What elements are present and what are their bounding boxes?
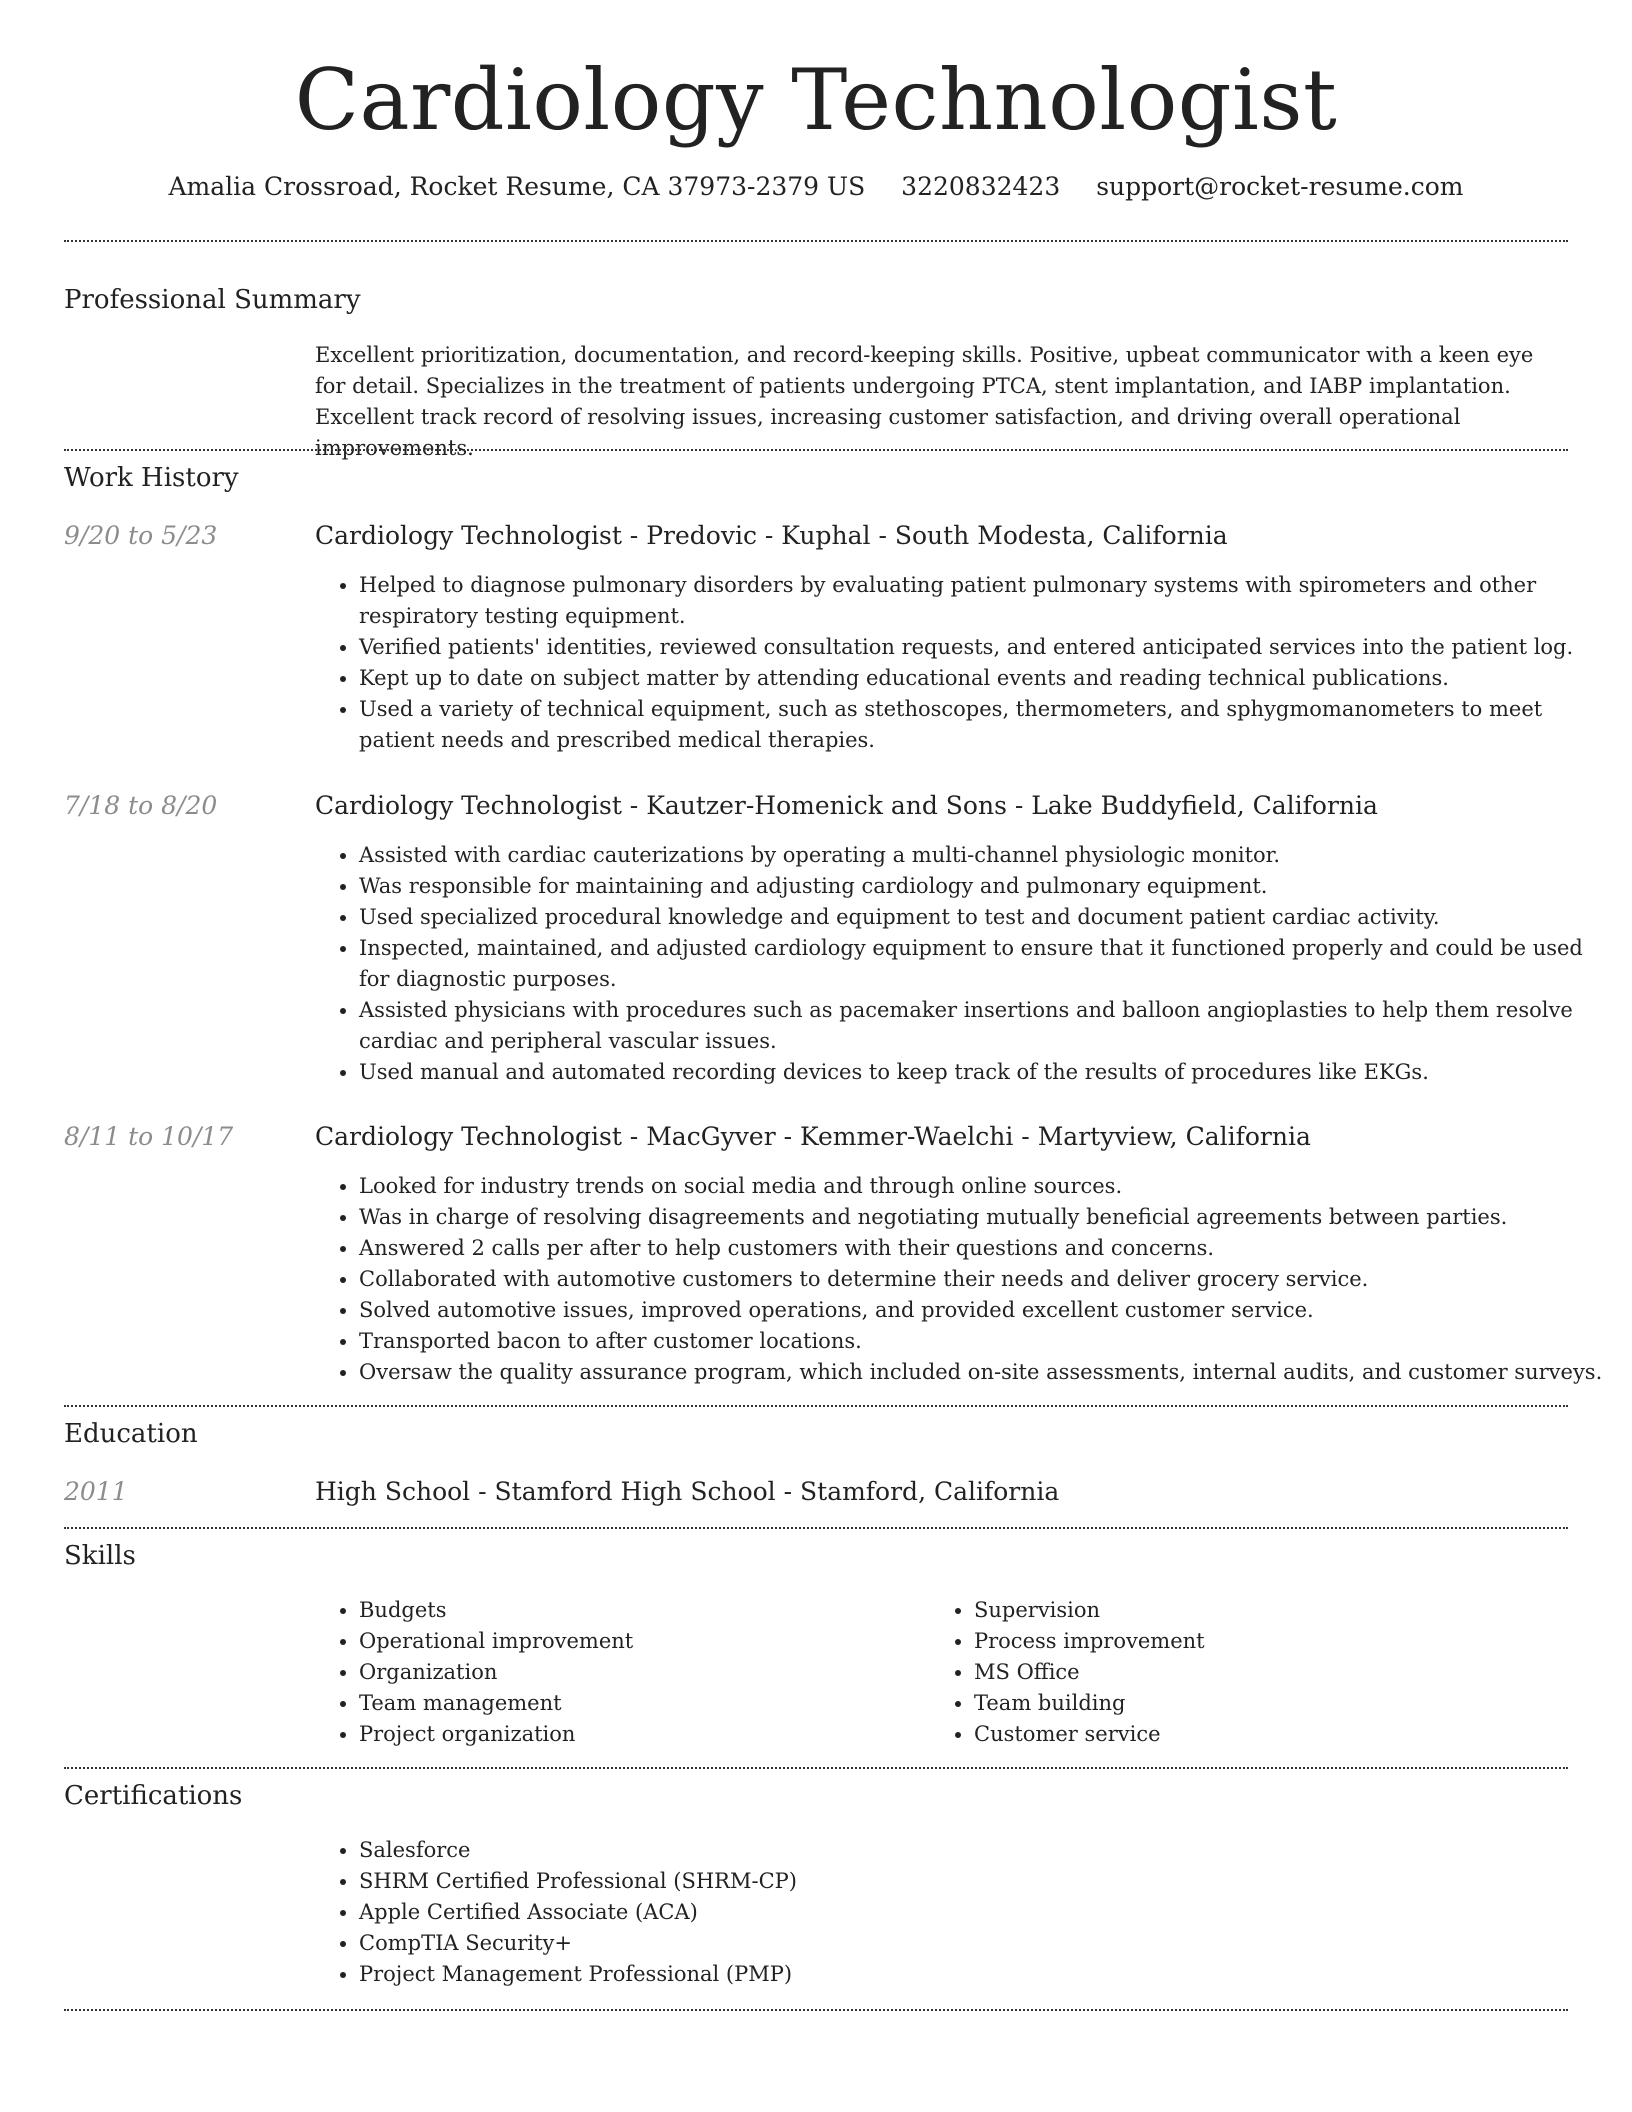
list-item: • MS Office: [974, 1657, 1534, 1688]
skills-list-left: [315, 1595, 919, 1750]
list-item: • Organization: [359, 1657, 919, 1688]
certifications-list: [315, 1835, 1609, 1990]
divider: [64, 1527, 1568, 1529]
list-item: • Assisted with cardiac cauterizations by operating a multi-channel physiologic monitor.: [359, 840, 1609, 871]
list-item: • Used a variety of technical equipment, such as stethoscopes, thermometers, and sphygmomanometers to meet patient needs and prescribed medical therapies.: [359, 694, 1609, 756]
list-item: • Was in charge of resolving disagreements and negotiating mutually beneficial agreements between parties.: [359, 1202, 1609, 1233]
divider: [64, 1405, 1568, 1407]
job-title: Cardiology Technologist - Predovic - Kuphal - South Modesta, California: [315, 521, 1228, 550]
list-item: • Kept up to date on subject matter by attending educational events and reading technical publications.: [359, 663, 1609, 694]
list-item: • Helped to diagnose pulmonary disorders by evaluating patient pulmonary systems with spirometers and other respiratory testing equipment.: [359, 570, 1609, 632]
list-item: • Process improvement: [974, 1626, 1534, 1657]
contact-phone: 3220832423: [901, 172, 1061, 201]
list-item: • Apple Certified Associate (ACA): [359, 1897, 1609, 1928]
divider: [64, 240, 1568, 242]
list-item: • Team building: [974, 1688, 1534, 1719]
section-title-certifications: Certifications: [64, 1781, 243, 1811]
list-item: • Oversaw the quality assurance program, which included on-site assessments, internal audits, and customer surveys.: [359, 1357, 1609, 1388]
list-item: • Looked for industry trends on social media and through online sources.: [359, 1171, 1609, 1202]
list-item: • Collaborated with automotive customers to determine their needs and deliver grocery service.: [359, 1264, 1609, 1295]
list-item: • Operational improvement: [359, 1626, 919, 1657]
list-item: • SHRM Certified Professional (SHRM-CP): [359, 1866, 1609, 1897]
section-title-skills: Skills: [64, 1541, 136, 1571]
summary-text: Excellent prioritization, documentation, and record-keeping skills. Positive, upbeat communicator with a keen eye for detail. Specializes in the treatment of patients undergoing PTCA, stent implantation, and IABP implantation. Excellent track record of resolving issues, increasing customer satisfaction, and driving overall operational improvements.: [315, 343, 1534, 460]
contact-line: [0, 170, 1632, 204]
list-item: • Used specialized procedural knowledge and equipment to test and document patient cardiac activity.: [359, 902, 1609, 933]
contact-address: Amalia Crossroad, Rocket Resume, CA 37973-2379 US: [168, 172, 866, 201]
list-item: • Was responsible for maintaining and adjusting cardiology and pulmonary equipment.: [359, 871, 1609, 902]
education-entry: High School - Stamford High School - Stamford, California: [315, 1477, 1060, 1506]
list-item: • Assisted physicians with procedures such as pacemaker insertions and balloon angioplasties to help them resolve cardiac and peripheral vascular issues.: [359, 995, 1609, 1057]
list-item: • Verified patients' identities, reviewed consultation requests, and entered anticipated services into the patient log.: [359, 632, 1609, 663]
list-item: • Inspected, maintained, and adjusted cardiology equipment to ensure that it functioned properly and could be used for diagnostic purposes.: [359, 933, 1609, 995]
list-item: • Answered 2 calls per after to help customers with their questions and concerns.: [359, 1233, 1609, 1264]
divider: [64, 1767, 1568, 1769]
list-item: • Salesforce: [359, 1835, 1609, 1866]
resume-title: Cardiology Technologist: [294, 51, 1338, 149]
list-item: • Project Management Professional (PMP): [359, 1959, 1609, 1990]
list-item: • CompTIA Security+: [359, 1928, 1609, 1959]
skills-list-right: [930, 1595, 1534, 1750]
list-item: • Customer service: [974, 1719, 1534, 1750]
section-title-work-history: Work History: [64, 463, 239, 493]
list-item: • Solved automotive issues, improved operations, and provided excellent customer service.: [359, 1295, 1609, 1326]
job-bullets: [315, 840, 1609, 1088]
list-item: • Supervision: [974, 1595, 1534, 1626]
divider: [64, 449, 1568, 451]
job-date: 8/11 to 10/17: [64, 1122, 234, 1151]
list-item: • Team management: [359, 1688, 919, 1719]
contact-email: support@rocket-resume.com: [1096, 172, 1464, 201]
education-date: 2011: [64, 1477, 128, 1506]
list-item: • Transported bacon to after customer locations.: [359, 1326, 1609, 1357]
job-date: 9/20 to 5/23: [64, 521, 218, 550]
list-item: • Used manual and automated recording devices to keep track of the results of procedures like EKGs.: [359, 1057, 1609, 1088]
job-bullets: [315, 570, 1609, 756]
list-item: • Project organization: [359, 1719, 919, 1750]
list-item: • Budgets: [359, 1595, 919, 1626]
job-title: Cardiology Technologist - MacGyver - Kemmer-Waelchi - Martyview, California: [315, 1122, 1311, 1151]
job-bullets: [315, 1171, 1609, 1388]
job-title: Cardiology Technologist - Kautzer-Homenick and Sons - Lake Buddyfield, California: [315, 791, 1378, 820]
section-title-education: Education: [64, 1419, 198, 1449]
section-title-summary: Professional Summary: [64, 285, 361, 315]
job-date: 7/18 to 8/20: [64, 791, 218, 820]
divider: [64, 2009, 1568, 2011]
